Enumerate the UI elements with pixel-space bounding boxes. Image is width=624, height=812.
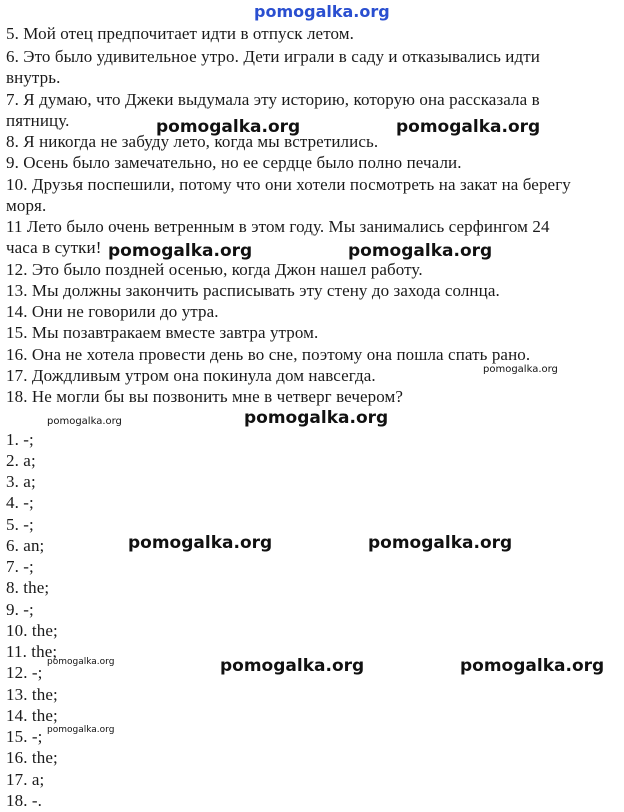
answer-line: 16. the;	[6, 748, 58, 767]
sentence-line: 9. Осень было замечательно, но ее сердце было полно печали.	[6, 153, 462, 172]
answer-line: 1. -;	[6, 430, 34, 449]
sentence-line: 14. Они не говорили до утра.	[6, 302, 219, 321]
sentence-line: 10. Друзья поспешили, потому что они хотели посмотреть на закат на берегу	[6, 175, 571, 194]
answer-line: 12. -;	[6, 663, 43, 682]
answer-line: 7. -;	[6, 557, 34, 576]
sentence-line: 17. Дождливым утром она покинула дом навсегда.	[6, 366, 376, 385]
answer-line: 4. -;	[6, 493, 34, 512]
watermark: pomogalka.org	[128, 533, 273, 553]
watermark-top: pomogalka.org	[254, 2, 390, 21]
sentence-line: 8. Я никогда не забуду лето, когда мы встретились.	[6, 132, 379, 151]
watermark: pomogalka.org	[47, 725, 115, 735]
sentence-line: моря.	[6, 196, 47, 215]
answer-line: 15. -;	[6, 727, 43, 746]
answer-line: 17. a;	[6, 770, 45, 789]
answer-line: 9. -;	[6, 600, 34, 619]
answer-line: 18. -.	[6, 791, 43, 810]
watermark: pomogalka.org	[460, 656, 605, 676]
answer-line: 13. the;	[6, 685, 58, 704]
watermark: pomogalka.org	[108, 241, 253, 261]
sentence-line: 12. Это было поздней осенью, когда Джон нашел работу.	[6, 260, 423, 279]
answer-line: 6. an;	[6, 536, 45, 555]
sentence-line: 15. Мы позавтракаем вместе завтра утром.	[6, 323, 319, 342]
watermark: pomogalka.org	[156, 117, 301, 137]
watermark: pomogalka.org	[368, 533, 513, 553]
answer-line: 2. a;	[6, 451, 36, 470]
watermark: pomogalka.org	[348, 241, 493, 261]
sentence-line: 7. Я думаю, что Джеки выдумала эту историю, которую она рассказала в	[6, 90, 540, 109]
answer-line: 10. the;	[6, 621, 58, 640]
watermark: pomogalka.org	[244, 408, 389, 428]
watermark: pomogalka.org	[483, 364, 558, 375]
watermark: pomogalka.org	[220, 656, 365, 676]
sentence-line: внутрь.	[6, 68, 61, 87]
answer-line: 8. the;	[6, 578, 50, 597]
sentence-line: 5. Мой отец предпочитает идти в отпуск летом.	[6, 24, 354, 43]
answer-line: 14. the;	[6, 706, 58, 725]
sentence-line: пятницу.	[6, 111, 70, 130]
sentence-line: 18. Не могли бы вы позвонить мне в четверг вечером?	[6, 387, 404, 406]
sentence-line: 11 Лето было очень ветренным в этом году. Мы занимались серфингом 24	[6, 217, 550, 236]
watermark: pomogalka.org	[396, 117, 541, 137]
sentence-line: часа в сутки!	[6, 238, 102, 257]
answer-line: 5. -;	[6, 515, 34, 534]
watermark: pomogalka.org	[47, 657, 115, 667]
sentence-line: 13. Мы должны закончить расписывать эту стену до захода солнца.	[6, 281, 500, 300]
sentence-line: 16. Она не хотела провести день во сне, поэтому она пошла спать рано.	[6, 345, 531, 364]
answer-line: 11. the;	[6, 642, 58, 661]
sentence-line: 6. Это было удивительное утро. Дети играли в саду и отказывались идти	[6, 47, 540, 66]
watermark: pomogalka.org	[47, 416, 122, 427]
answer-line: 3. a;	[6, 472, 36, 491]
